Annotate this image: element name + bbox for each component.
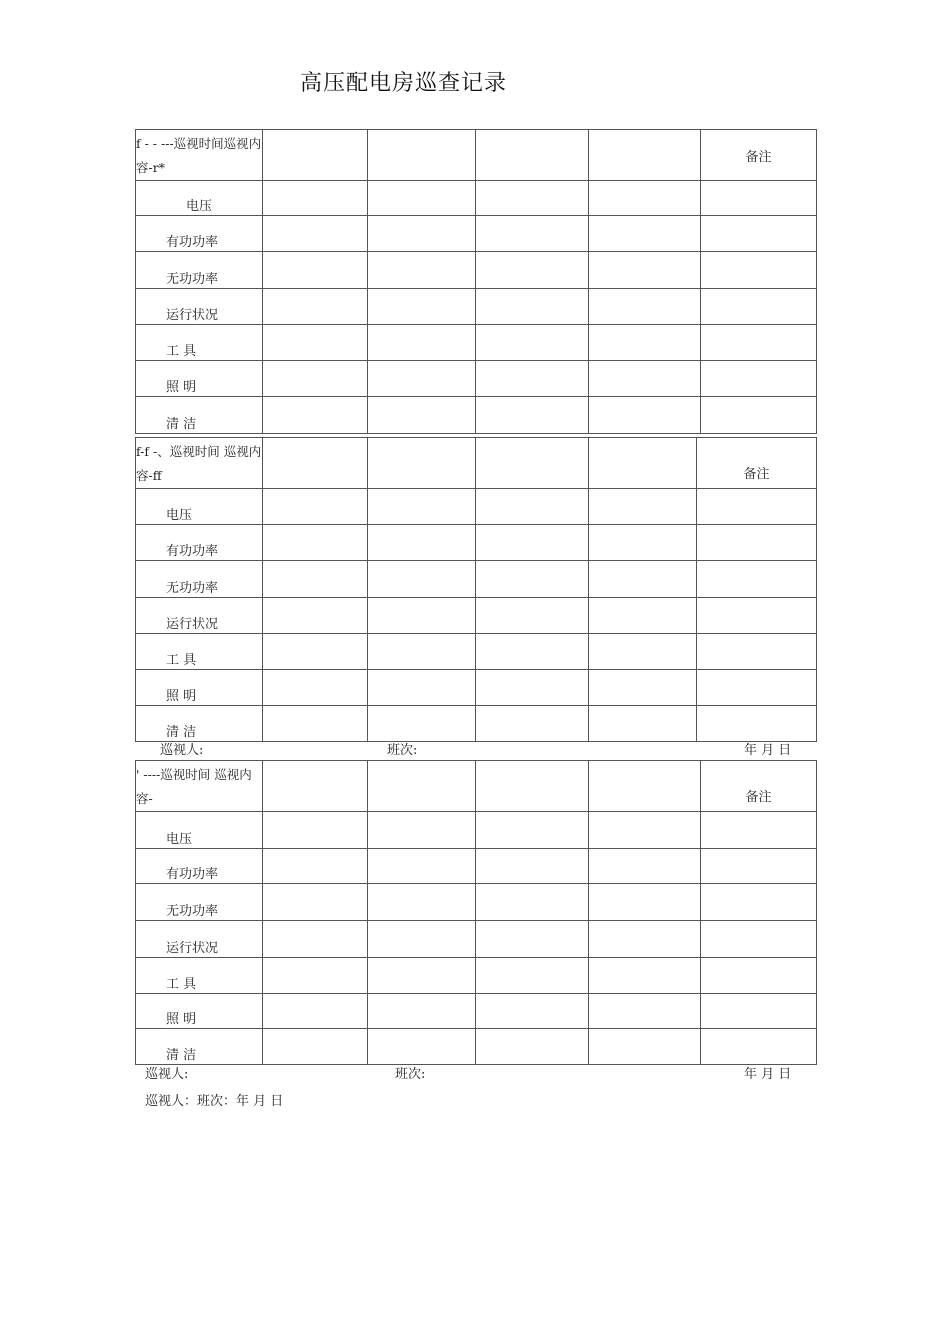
time-slot-cell[interactable] xyxy=(476,761,589,812)
value-cell[interactable] xyxy=(263,489,368,525)
value-cell[interactable] xyxy=(589,849,701,884)
value-cell[interactable] xyxy=(476,289,589,325)
value-cell[interactable] xyxy=(263,361,368,397)
value-cell[interactable] xyxy=(368,849,476,884)
time-slot-cell[interactable] xyxy=(263,130,368,181)
time-slot-cell[interactable] xyxy=(263,438,368,489)
value-cell[interactable] xyxy=(476,181,589,216)
signature-row-1 xyxy=(135,739,816,757)
note-cell[interactable] xyxy=(701,812,817,849)
value-cell[interactable] xyxy=(589,706,697,742)
value-cell[interactable] xyxy=(368,181,476,216)
value-cell[interactable] xyxy=(476,561,589,598)
value-cell[interactable] xyxy=(476,325,589,361)
note-cell[interactable] xyxy=(701,397,817,434)
value-cell[interactable] xyxy=(476,884,589,921)
value-cell[interactable] xyxy=(263,634,368,670)
value-cell[interactable] xyxy=(476,670,589,706)
value-cell[interactable] xyxy=(476,361,589,397)
value-cell[interactable] xyxy=(263,1029,368,1065)
value-cell[interactable] xyxy=(263,958,368,994)
value-cell[interactable] xyxy=(589,397,701,434)
value-cell[interactable] xyxy=(589,181,701,216)
value-cell[interactable] xyxy=(589,289,701,325)
signature-row-2 xyxy=(135,1063,816,1081)
value-cell[interactable] xyxy=(368,670,476,706)
note-cell[interactable] xyxy=(697,598,817,634)
value-cell[interactable] xyxy=(263,670,368,706)
page-title: 高压配电房巡查记录 xyxy=(300,71,508,96)
row-label: 照 明 xyxy=(136,361,263,397)
note-cell[interactable] xyxy=(697,706,817,742)
value-cell[interactable] xyxy=(589,634,697,670)
shift-label: 班次: xyxy=(387,743,418,758)
value-cell[interactable] xyxy=(368,216,476,252)
row-label: 清 洁 xyxy=(136,1029,263,1065)
value-cell[interactable] xyxy=(589,561,697,598)
value-cell[interactable] xyxy=(476,706,589,742)
time-slot-cell[interactable] xyxy=(589,130,701,181)
note-cell[interactable] xyxy=(701,994,817,1029)
value-cell[interactable] xyxy=(368,561,476,598)
note-cell[interactable] xyxy=(701,216,817,252)
value-cell[interactable] xyxy=(368,397,476,434)
time-slot-cell[interactable] xyxy=(476,130,589,181)
value-cell[interactable] xyxy=(368,525,476,561)
note-cell[interactable] xyxy=(701,181,817,216)
value-cell[interactable] xyxy=(589,489,697,525)
value-cell[interactable] xyxy=(368,958,476,994)
value-cell[interactable] xyxy=(589,670,697,706)
value-cell[interactable] xyxy=(589,884,701,921)
value-cell[interactable] xyxy=(368,489,476,525)
row-label: 清 洁 xyxy=(136,397,263,434)
note-cell[interactable] xyxy=(697,561,817,598)
note-cell[interactable] xyxy=(701,958,817,994)
value-cell[interactable] xyxy=(263,397,368,434)
value-cell[interactable] xyxy=(263,289,368,325)
row-label: 照 明 xyxy=(136,994,263,1029)
value-cell[interactable] xyxy=(476,1029,589,1065)
shift-label: 班次: xyxy=(395,1067,426,1082)
value-cell[interactable] xyxy=(589,1029,701,1065)
value-cell[interactable] xyxy=(263,181,368,216)
note-header: 备注 xyxy=(701,761,817,812)
note-cell[interactable] xyxy=(701,325,817,361)
value-cell[interactable] xyxy=(263,598,368,634)
value-cell[interactable] xyxy=(263,525,368,561)
value-cell[interactable] xyxy=(368,921,476,958)
value-cell[interactable] xyxy=(589,958,701,994)
row-label: 清 洁 xyxy=(136,706,263,742)
row-label: 无功功率 xyxy=(136,252,263,289)
value-cell[interactable] xyxy=(368,634,476,670)
value-cell[interactable] xyxy=(589,921,701,958)
footer-signature: 巡视人：班次：年 月 日 xyxy=(145,1094,284,1109)
value-cell[interactable] xyxy=(368,706,476,742)
note-header: 备注 xyxy=(697,438,817,489)
row-label: 工 具 xyxy=(136,325,263,361)
row-label: 有功功率 xyxy=(136,216,263,252)
value-cell[interactable] xyxy=(263,216,368,252)
value-cell[interactable] xyxy=(263,325,368,361)
time-slot-cell[interactable] xyxy=(368,130,476,181)
note-cell[interactable] xyxy=(701,289,817,325)
note-cell[interactable] xyxy=(697,634,817,670)
note-cell[interactable] xyxy=(701,1029,817,1065)
value-cell[interactable] xyxy=(476,525,589,561)
row-label: 运行状况 xyxy=(136,921,263,958)
value-cell[interactable] xyxy=(476,958,589,994)
row-label: 运行状况 xyxy=(136,598,263,634)
date-label: 年 月 日 xyxy=(744,743,792,758)
value-cell[interactable] xyxy=(589,252,701,289)
header-cell: f - - ---巡视时间巡视内容-r* xyxy=(136,130,263,181)
value-cell[interactable] xyxy=(589,525,697,561)
note-cell[interactable] xyxy=(701,252,817,289)
inspection-table-2 xyxy=(135,437,817,742)
row-label: 电压 xyxy=(136,489,263,525)
value-cell[interactable] xyxy=(368,812,476,849)
row-label: 有功功率 xyxy=(136,849,263,884)
note-header: 备注 xyxy=(701,130,817,181)
time-slot-cell[interactable] xyxy=(368,438,476,489)
value-cell[interactable] xyxy=(476,921,589,958)
inspection-table-1 xyxy=(135,129,817,434)
row-label: 工 具 xyxy=(136,634,263,670)
value-cell[interactable] xyxy=(263,561,368,598)
value-cell[interactable] xyxy=(263,884,368,921)
header-cell: f-f -、巡视时间 巡视内容-ff xyxy=(136,438,263,489)
row-label: 无功功率 xyxy=(136,884,263,921)
inspector-label: 巡视人: xyxy=(145,1067,189,1082)
header-cell: ' ----巡视时间 巡视内容- xyxy=(136,761,263,812)
row-label: 电压 xyxy=(136,181,263,216)
note-cell[interactable] xyxy=(697,525,817,561)
row-label: 电压 xyxy=(136,812,263,849)
value-cell[interactable] xyxy=(476,849,589,884)
time-slot-cell[interactable] xyxy=(368,761,476,812)
value-cell[interactable] xyxy=(368,289,476,325)
time-slot-cell[interactable] xyxy=(589,761,701,812)
value-cell[interactable] xyxy=(368,361,476,397)
row-label: 照 明 xyxy=(136,670,263,706)
value-cell[interactable] xyxy=(368,994,476,1029)
value-cell[interactable] xyxy=(476,634,589,670)
value-cell[interactable] xyxy=(476,397,589,434)
value-cell[interactable] xyxy=(589,994,701,1029)
value-cell[interactable] xyxy=(368,252,476,289)
value-cell[interactable] xyxy=(476,252,589,289)
inspection-table-3 xyxy=(135,760,817,1065)
value-cell[interactable] xyxy=(263,921,368,958)
value-cell[interactable] xyxy=(589,812,701,849)
inspector-label: 巡视人: xyxy=(160,743,204,758)
note-cell[interactable] xyxy=(697,489,817,525)
row-label: 无功功率 xyxy=(136,561,263,598)
note-cell[interactable] xyxy=(701,921,817,958)
value-cell[interactable] xyxy=(476,216,589,252)
date-label: 年 月 日 xyxy=(744,1067,792,1082)
row-label: 工 具 xyxy=(136,958,263,994)
value-cell[interactable] xyxy=(476,994,589,1029)
value-cell[interactable] xyxy=(368,1029,476,1065)
note-cell[interactable] xyxy=(701,849,817,884)
value-cell[interactable] xyxy=(263,252,368,289)
note-cell[interactable] xyxy=(701,361,817,397)
value-cell[interactable] xyxy=(368,325,476,361)
value-cell[interactable] xyxy=(589,598,697,634)
value-cell[interactable] xyxy=(476,598,589,634)
time-slot-cell[interactable] xyxy=(476,438,589,489)
value-cell[interactable] xyxy=(476,489,589,525)
value-cell[interactable] xyxy=(368,598,476,634)
value-cell[interactable] xyxy=(476,812,589,849)
note-cell[interactable] xyxy=(701,884,817,921)
value-cell[interactable] xyxy=(368,884,476,921)
value-cell[interactable] xyxy=(263,706,368,742)
value-cell[interactable] xyxy=(589,325,701,361)
value-cell[interactable] xyxy=(589,361,701,397)
value-cell[interactable] xyxy=(263,849,368,884)
value-cell[interactable] xyxy=(263,812,368,849)
row-label: 运行状况 xyxy=(136,289,263,325)
time-slot-cell[interactable] xyxy=(263,761,368,812)
row-label: 有功功率 xyxy=(136,525,263,561)
time-slot-cell[interactable] xyxy=(589,438,697,489)
value-cell[interactable] xyxy=(263,994,368,1029)
note-cell[interactable] xyxy=(697,670,817,706)
value-cell[interactable] xyxy=(589,216,701,252)
